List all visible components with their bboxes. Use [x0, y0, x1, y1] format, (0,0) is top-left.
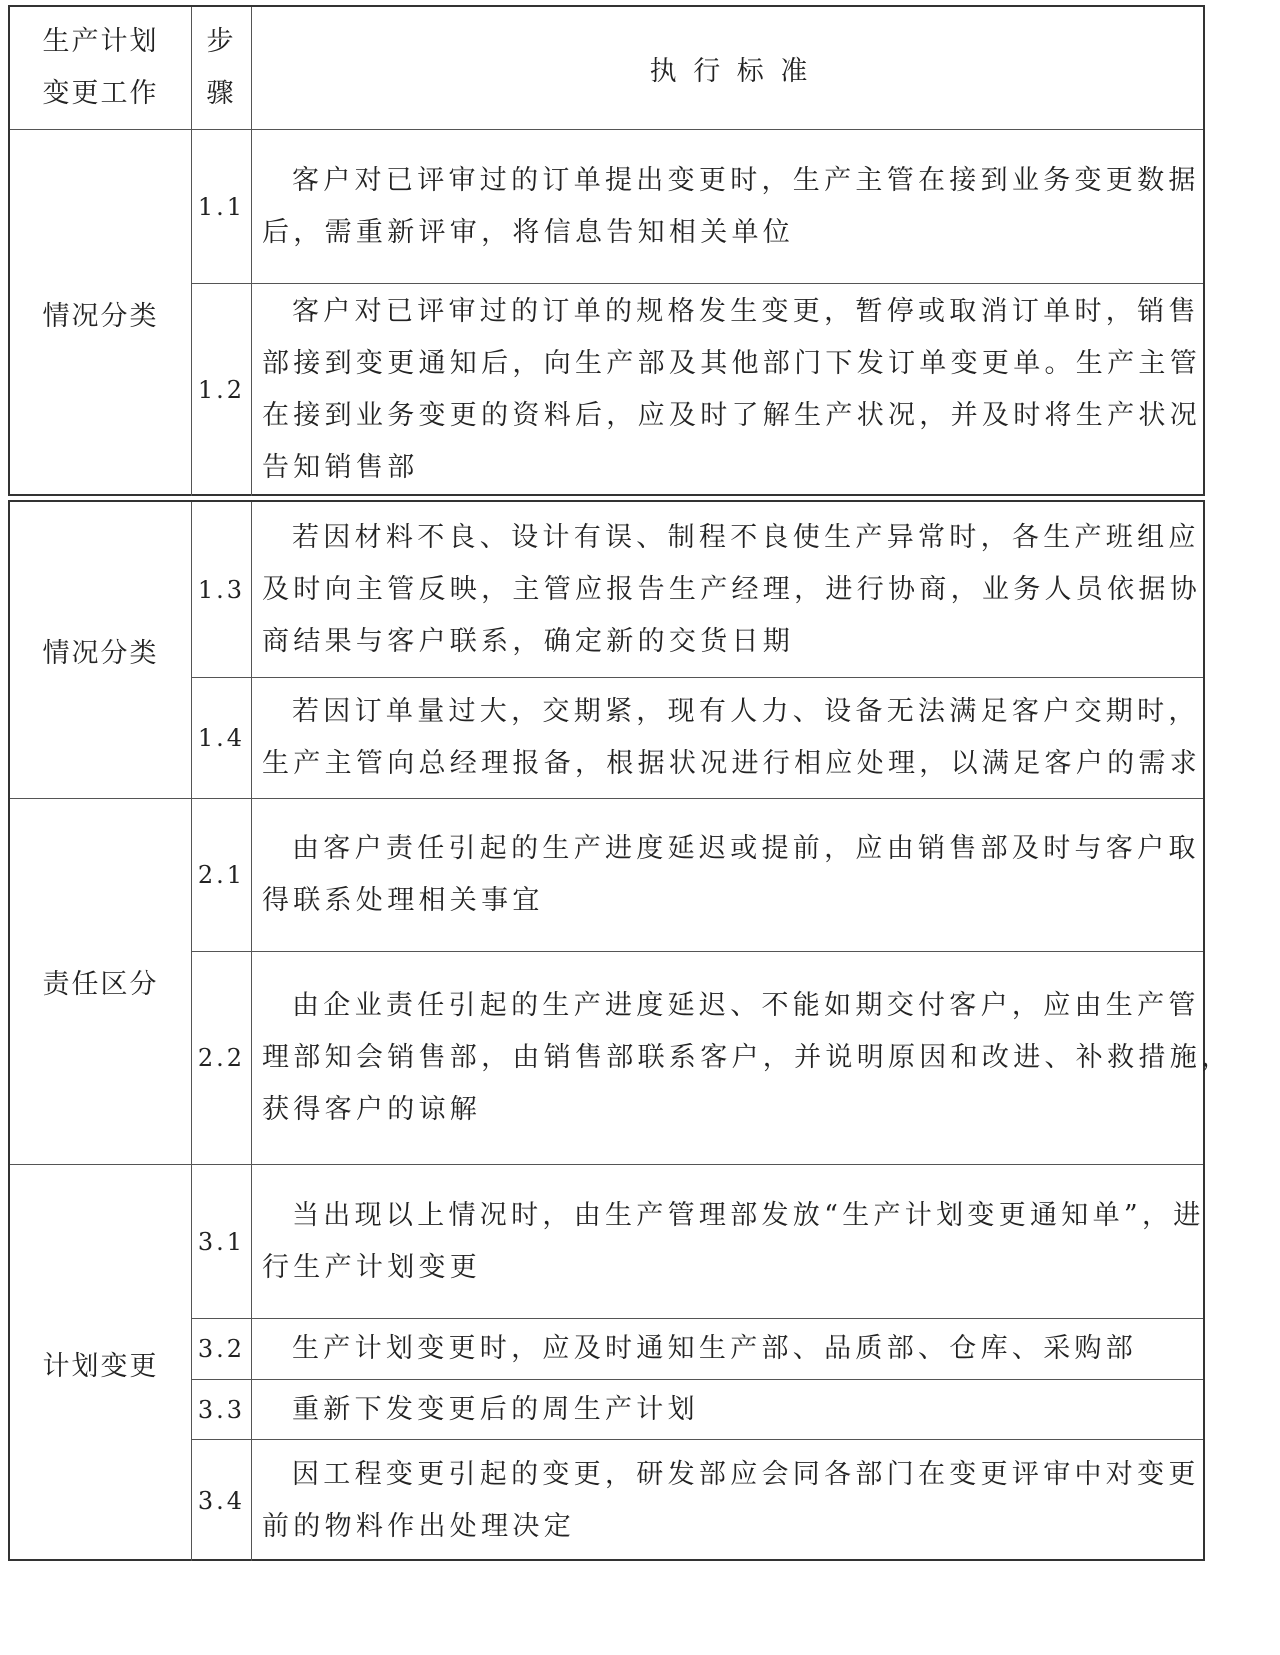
step-number: 1.2 [197, 376, 246, 404]
step-cell [192, 799, 252, 952]
standard-text-line: 得联系处理相关事宜 [262, 885, 544, 916]
header-step-line: 骤 [206, 78, 237, 109]
step-cell [192, 1440, 252, 1561]
standard-text-line: 生产主管向总经理报备，根据状况进行相应处理，以满足客户的需求 [262, 748, 1201, 779]
standard-text-line: 若因订单量过大，交期紧，现有人力、设备无法满足客户交期时， [292, 696, 1200, 727]
step-cell [192, 284, 252, 496]
standard-text-line: 因工程变更引起的变更，研发部应会同各部门在变更评审中对变更 [292, 1458, 1200, 1490]
step-cell [192, 952, 252, 1165]
category-label: 计划变更 [42, 1350, 159, 1382]
header-standard-column [252, 7, 1203, 130]
standard-cell [252, 799, 1203, 952]
category-cell [10, 799, 192, 1165]
standard-text-line: 由客户责任引起的生产进度延迟或提前，应由销售部及时与客户取 [292, 833, 1200, 864]
standard-text-line: 理部知会销售部，由销售部联系客户，并说明原因和改进、补救措施， [262, 1042, 1233, 1073]
header-step-column [192, 7, 252, 130]
category-label: 情况分类 [42, 300, 159, 332]
step-number: 1.4 [197, 724, 246, 752]
standard-cell [252, 284, 1203, 496]
standard-text-line: 生产计划变更时，应及时通知生产部、品质部、仓库、采购部 [292, 1333, 1138, 1364]
step-cell [192, 1380, 252, 1440]
header-work-column [10, 7, 192, 130]
step-number: 3.2 [197, 1335, 246, 1363]
standard-text-line: 客户对已评审过的订单的规格发生变更，暂停或取消订单时，销售 [292, 296, 1200, 327]
standard-cell [252, 678, 1203, 799]
step-number: 3.4 [197, 1486, 246, 1515]
standard-text-line: 前的物料作出处理决定 [262, 1510, 575, 1542]
standard-text-line: 行生产计划变更 [262, 1251, 482, 1283]
step-cell [192, 502, 252, 678]
category-cell [10, 1165, 192, 1561]
step-number: 1.3 [197, 575, 246, 604]
step-cell [192, 1165, 252, 1319]
standard-text-line: 获得客户的谅解 [262, 1094, 482, 1125]
standard-text-line: 重新下发变更后的周生产计划 [292, 1393, 699, 1425]
standards-table-part-2 [8, 500, 1233, 1561]
standard-text-line: 客户对已评审过的订单提出变更时，生产主管在接到业务变更数据 [292, 164, 1200, 196]
step-cell [192, 1319, 252, 1380]
standard-text-line: 在接到业务变更的资料后，应及时了解生产状况，并及时将生产状况 [262, 400, 1201, 431]
step-cell [192, 130, 252, 284]
header-work-line: 生产计划 [42, 26, 159, 57]
category-label: 情况分类 [42, 637, 159, 669]
standard-text-line: 告知销售部 [262, 452, 419, 483]
standard-text-line: 后，需重新评审，将信息告知相关单位 [262, 216, 795, 248]
standard-cell [252, 1165, 1203, 1319]
standard-cell [252, 502, 1203, 678]
standard-text-line: 当出现以上情况时，由生产管理部发放“生产计划变更通知单”，进 [292, 1199, 1205, 1231]
step-number: 1.1 [197, 192, 246, 221]
category-cell [10, 130, 192, 496]
category-label: 责任区分 [42, 969, 159, 1000]
standard-cell [252, 1440, 1203, 1561]
standard-text-line: 部接到变更通知后，向生产部及其他部门下发订单变更单。生产主管 [262, 348, 1201, 379]
standards-table-part-1 [8, 5, 1205, 496]
header-step-line: 步 [206, 26, 237, 57]
step-number: 3.1 [197, 1227, 246, 1256]
standard-text-line: 由企业责任引起的生产进度延迟、不能如期交付客户，应由生产管 [292, 990, 1200, 1021]
header-work-line: 变更工作 [42, 78, 159, 109]
step-cell [192, 678, 252, 799]
step-number: 2.1 [197, 861, 246, 889]
standard-cell [252, 130, 1203, 284]
step-number: 2.2 [197, 1044, 246, 1072]
standard-text-line: 若因材料不良、设计有误、制程不良使生产异常时，各生产班组应 [292, 521, 1200, 553]
standard-text-line: 及时向主管反映，主管应报告生产经理，进行协商，业务人员依据协 [262, 573, 1201, 605]
header-standard-label: 执 行 标 准 [649, 55, 812, 87]
standard-cell [252, 1380, 1203, 1440]
step-number: 3.3 [197, 1395, 246, 1424]
category-cell [10, 502, 192, 799]
standard-cell [252, 952, 1233, 1165]
standard-cell [252, 1319, 1203, 1380]
standard-text-line: 商结果与客户联系，确定新的交货日期 [262, 625, 795, 657]
